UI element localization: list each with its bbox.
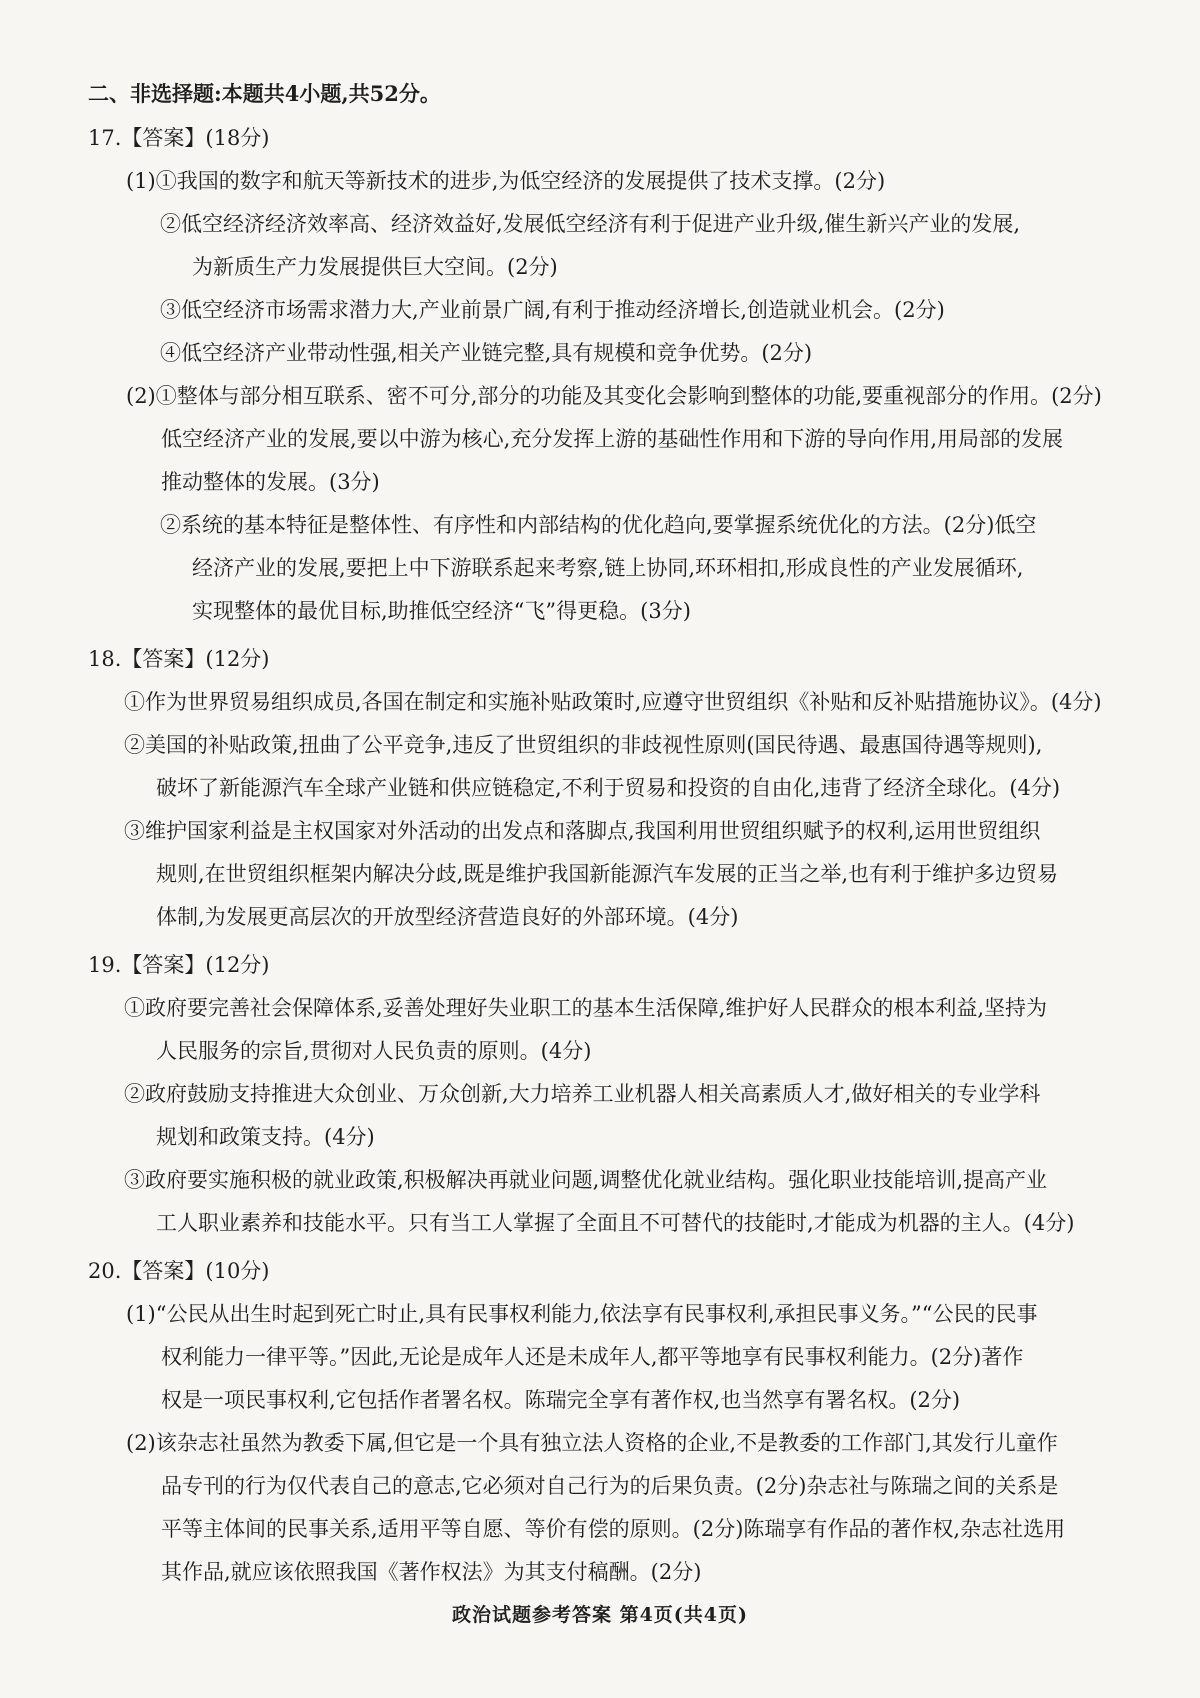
q19-item1 bbox=[124, 987, 1118, 1073]
q19-i3a: ③政府要实施积极的就业政策,积极解决再就业问题,调整优化就业结构。强化职业技能培训,提高产业 bbox=[124, 1168, 1048, 1192]
q20-part2 bbox=[126, 1422, 1118, 1594]
q18-i1: ①作为世界贸易组织成员,各国在制定和实施补贴政策时,应遵守世贸组织《补贴和反补贴措施协议》。(4分) bbox=[124, 690, 1102, 714]
q18-i3a: ③维护国家利益是主权国家对外活动的出发点和落脚点,我国利用世贸组织赋予的权利,运用世贸组织 bbox=[124, 819, 1041, 843]
q17-p2-2c: 实现整体的最优目标,助推低空经济“飞”得更稳。(3分) bbox=[192, 599, 691, 623]
q20-p2b: 品专刊的行为仅代表自己的意志,它必须对自己行为的后果负责。(2分)杂志社与陈瑞之间的关系是 bbox=[161, 1474, 1059, 1498]
section-title: 二、非选择题:本题共4小题,共52分。 bbox=[88, 81, 441, 106]
q19-i1b: 人民服务的宗旨,贯彻对人民负责的原则。(4分) bbox=[156, 1039, 592, 1063]
q17-part1-item1 bbox=[126, 160, 1118, 203]
q18-i2b: 破坏了新能源汽车全球产业链和供应链稳定,不利于贸易和投资的自由化,违背了经济全球化。(4分) bbox=[156, 776, 1061, 800]
q18-heading: 18.【答案】(12分) bbox=[88, 647, 270, 671]
q18-i2a: ②美国的补贴政策,扭曲了公平竞争,违反了世贸组织的非歧视性原则(国民待遇、最惠国待遇等规则), bbox=[124, 733, 1043, 757]
q19-item3 bbox=[124, 1159, 1118, 1245]
q17-p2-1a: (2)①整体与部分相互联系、密不可分,部分的功能及其变化会影响到整体的功能,要重视部分的作用。(2分) bbox=[126, 384, 1102, 408]
q17-p2-1c: 推动整体的发展。(3分) bbox=[161, 470, 380, 494]
q19-i2b: 规划和政策支持。(4分) bbox=[156, 1125, 375, 1149]
q17-part1-item4 bbox=[160, 332, 1118, 375]
q17-part2-item1 bbox=[126, 375, 1118, 504]
q17-p2-1b: 低空经济产业的发展,要以中游为核心,充分发挥上游的基础性作用和下游的导向作用,用局部的发展 bbox=[161, 427, 1064, 451]
q17-p1-4: ④低空经济产业带动性强,相关产业链完整,具有规模和竞争优势。(2分) bbox=[160, 341, 813, 365]
q17-heading: 17.【答案】(18分) bbox=[88, 126, 270, 150]
q19-i3b: 工人职业素养和技能水平。只有当工人掌握了全面且不可替代的技能时,才能成为机器的主人。(4分) bbox=[156, 1211, 1075, 1235]
q18-item2 bbox=[124, 724, 1118, 810]
q17-p2-2a: ②系统的基本特征是整体性、有序性和内部结构的优化趋向,要掌握系统优化的方法。(2分)低空 bbox=[160, 513, 1037, 537]
q20-p1c: 权是一项民事权利,它包括作者署名权。陈瑞完全享有著作权,也当然享有署名权。(2分) bbox=[161, 1388, 961, 1412]
q20-p2c: 平等主体间的民事关系,适用平等自愿、等价有偿的原则。(2分)陈瑞享有作品的著作权,杂志社选用 bbox=[161, 1517, 1066, 1541]
q17-part2-item2 bbox=[160, 504, 1118, 633]
q18-item3 bbox=[124, 810, 1118, 939]
q17-p1-line1: (1)①我国的数字和航天等新技术的进步,为低空经济的发展提供了技术支撑。(2分) bbox=[126, 169, 886, 193]
q20-p2d: 其作品,就应该依照我国《著作权法》为其支付稿酬。(2分) bbox=[161, 1560, 702, 1584]
q20-heading: 20.【答案】(10分) bbox=[88, 1259, 270, 1283]
page-footer: 政治试题参考答案 第4页(共4页) bbox=[451, 1604, 749, 1626]
q19-heading: 19.【答案】(12分) bbox=[88, 953, 270, 977]
q19-i1a: ①政府要完善社会保障体系,妥善处理好失业职工的基本生活保障,维护好人民群众的根本利益,坚持为 bbox=[124, 996, 1048, 1020]
q17-p1-3: ③低空经济市场需求潜力大,产业前景广阔,有利于推动经济增长,创造就业机会。(2分) bbox=[160, 298, 945, 322]
q19-i2a: ②政府鼓励支持推进大众创业、万众创新,大力培养工业机器人相关高素质人才,做好相关的专业学科 bbox=[124, 1082, 1041, 1106]
answer-content bbox=[88, 76, 1118, 1594]
q17-p2-2b: 经济产业的发展,要把上中下游联系起来考察,链上协同,环环相扣,形成良性的产业发展循环, bbox=[192, 556, 1024, 580]
q17-part1-item2 bbox=[160, 203, 1118, 289]
q18-i3b: 规则,在世贸组织框架内解决分歧,既是维护我国新能源汽车发展的正当之举,也有利于维护多边贸易 bbox=[156, 862, 1059, 886]
q18-i3c: 体制,为发展更高层次的开放型经济营造良好的外部环境。(4分) bbox=[156, 905, 739, 929]
q17-p1-2a: ②低空经济经济效率高、经济效益好,发展低空经济有利于促进产业升级,催生新兴产业的发展, bbox=[160, 212, 1021, 236]
q17-p1-2b: 为新质生产力发展提供巨大空间。(2分) bbox=[192, 255, 558, 279]
q20-p2a: (2)该杂志社虽然为教委下属,但它是一个具有独立法人资格的企业,不是教委的工作部门,其发行儿童作 bbox=[126, 1431, 1058, 1455]
q19-item2 bbox=[124, 1073, 1118, 1159]
q20-p1a: (1)“公民从出生时起到死亡时止,具有民事权利能力,依法享有民事权利,承担民事义务。”“公民的民事 bbox=[126, 1302, 1038, 1326]
q20-p1b: 权利能力一律平等。”因此,无论是成年人还是未成年人,都平等地享有民事权利能力。(2分)著作 bbox=[161, 1345, 1024, 1369]
q17-part1-item3 bbox=[160, 289, 1118, 332]
q18-item1 bbox=[124, 681, 1118, 724]
q20-part1 bbox=[126, 1293, 1118, 1422]
